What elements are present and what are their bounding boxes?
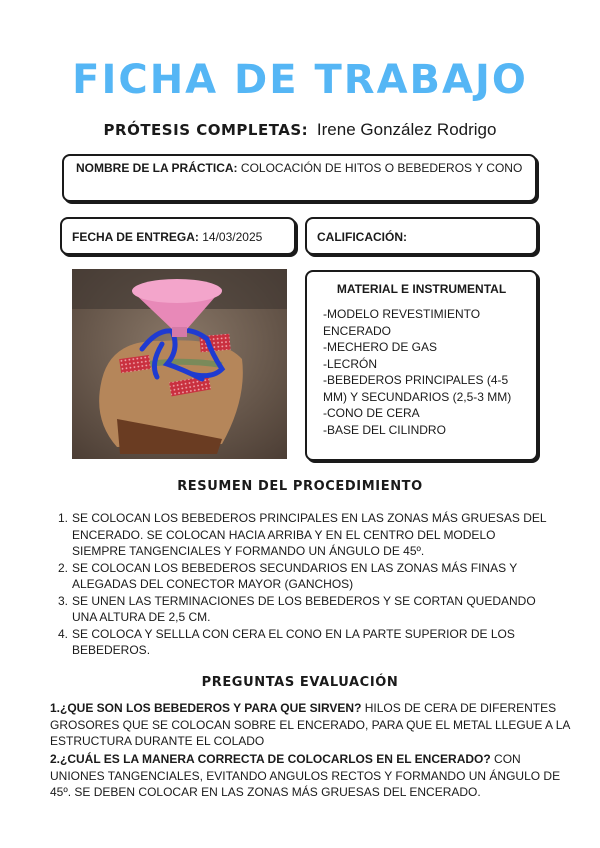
list-item [58, 510, 552, 560]
wax-model-illustration [72, 269, 287, 459]
wax-model-photo [72, 269, 287, 459]
question-text: 2.¿CUÁL ES LA MANERA CORRECTA DE COLOCARLOS EN EL ENCERADO? [50, 752, 491, 766]
step-number: 2. [58, 560, 69, 575]
answer-text: HILOS DE CERA DE DIFERENTES GROSORES QUE SE COLOCAN SOBRE EL ENCERADO, PARA QUE EL METAL LLEGUE A LA ESTRUCTURA DURANTE EL COLADO [50, 701, 570, 748]
due-date-label: FECHA DE ENTREGA: [72, 230, 199, 244]
questions-title: PREGUNTAS EVALUACIÓN [201, 675, 399, 690]
step-text: SE UNEN LAS TERMINACIONES DE LOS BEBEDEROS Y SE CORTAN QUEDANDO UNA ALTURA DE 2,5 CM. [72, 593, 536, 624]
subject-label: PRÓTESIS COMPLETAS: [103, 121, 309, 139]
procedure-title: RESUMEN DEL PROCEDIMIENTO [177, 479, 423, 494]
student-name: Irene González Rodrigo [316, 120, 497, 139]
list-item: -BASE DEL CILINDRO [323, 422, 446, 437]
question-text: 1.¿QUE SON LOS BEBEDEROS Y PARA QUE SIRVEN? [50, 701, 362, 715]
grade-box [305, 217, 538, 255]
due-date-box [60, 217, 296, 255]
step-text: SE COLOCAN LOS BEBEDEROS PRINCIPALES EN LAS ZONAS MÁS GRUESAS DEL ENCERADO. SE COLOCAN HACIA ARRIBA Y EN EL CENTRO DEL MODELO SIEMPRE TANGENCIALES Y FORMANDO UN ÁNGULO DE 45º. [72, 511, 547, 558]
list-item: -MECHERO DE GAS [323, 340, 438, 354]
list-item: -CONO DE CERA [323, 406, 420, 420]
step-text: SE COLOCA Y SELLLA CON CERA EL CONO EN LA PARTE SUPERIOR DE LOS BEBEDEROS. [72, 626, 515, 657]
materials-title: MATERIAL E INSTRUMENTAL [336, 282, 507, 296]
list-item: -BEBEDEROS PRINCIPALES (4-5 MM) Y SECUNDARIOS (2,5-3 MM) [323, 373, 512, 404]
step-number: 4. [58, 626, 69, 641]
page-title: FICHA DE TRABAJO [72, 57, 528, 103]
question-block [50, 700, 572, 750]
practice-value: COLOCACIÓN DE HITOS O BEBEDEROS Y CONO [240, 161, 523, 175]
due-date-value: 14/03/2025 [202, 230, 263, 244]
list-item: -MODELO REVESTIMIENTO ENCERADO [323, 307, 481, 338]
grade-label: CALIFICACIÓN: [317, 230, 407, 244]
step-number: 1. [58, 511, 69, 525]
question-block [50, 751, 572, 801]
step-text: SE COLOCAN LOS BEBEDEROS SECUNDARIOS EN LAS ZONAS MÁS FINAS Y ALEGADAS DEL CONECTOR MAYOR (GANCHOS) [72, 560, 518, 591]
answer-text: CON UNIONES TANGENCIALES, EVITANDO ANGULOS RECTOS Y FORMANDO UN ÁNGULO DE 45º. SE DEBEN COLOCAR EN LAS ZONAS MÁS GRUESAS DEL ENCERADO. [50, 752, 561, 799]
materials-box [305, 270, 538, 461]
list-item [58, 593, 552, 626]
subtitle [0, 118, 600, 142]
list-item [58, 560, 552, 593]
list-item: -LECRÓN [323, 356, 378, 371]
step-number: 3. [58, 593, 69, 608]
list-item [58, 626, 552, 659]
procedure-list [58, 510, 552, 659]
practice-label: NOMBRE DE LA PRÁCTICA: [76, 161, 238, 175]
practice-name-box [62, 154, 537, 202]
materials-list [323, 306, 520, 438]
